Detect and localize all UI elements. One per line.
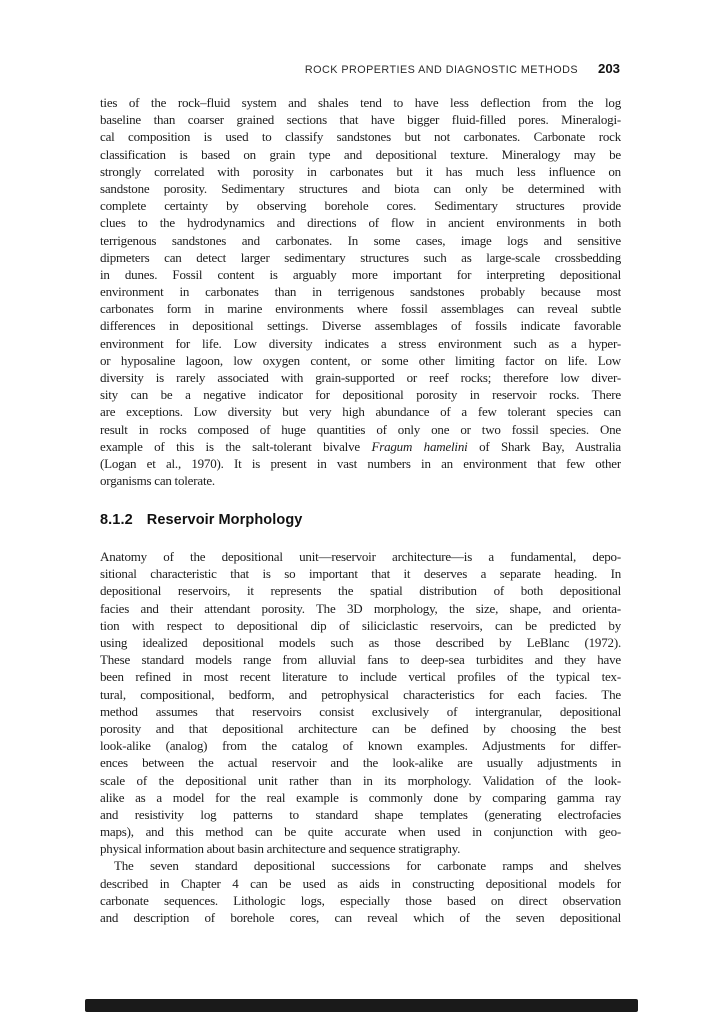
text-line: environment for life. Low diversity indicates a stress environment such as a hyper- bbox=[100, 335, 621, 351]
text-line: using idealized depositional models such as those described by LeBlanc (1972). bbox=[100, 635, 621, 651]
text-line: environment in carbonates than in terrigenous sandstones probably because most bbox=[100, 284, 621, 300]
text-line: ences between the actual reservoir and the look-alike are usually adjustments in bbox=[100, 755, 621, 771]
text-line: The seven standard depositional successions for carbonate ramps and shelves bbox=[114, 858, 621, 874]
section-number: 8.1.2 bbox=[100, 512, 133, 529]
text-line: and resistivity log patterns to standard shape templates (generating electrofacies bbox=[100, 806, 621, 822]
paragraph bbox=[100, 857, 621, 926]
text-line: carbonate sequences. Lithologic logs, especially those based on direct observation bbox=[100, 892, 621, 908]
text-line: sity can be a negative indicator for depositional porosity in reservoir rocks. There bbox=[100, 387, 621, 403]
paragraph-block-bottom bbox=[100, 548, 621, 926]
text-line: result in rocks composed of huge quantities of only one or two fossil species. One bbox=[100, 421, 621, 437]
running-title: ROCK PROPERTIES AND DIAGNOSTIC METHODS bbox=[304, 64, 578, 76]
text-line: classification is based on grain type and depositional texture. Mineralogy may be bbox=[100, 146, 621, 162]
text-line: differences in depositional settings. Diverse assemblages of fossils indicate favorable bbox=[100, 318, 621, 334]
section-heading bbox=[100, 512, 621, 528]
scan-edge-artifact bbox=[85, 999, 638, 1012]
text-line: depositional reservoirs, it represents the spatial distribution of both depositional bbox=[100, 583, 621, 599]
text-line: dipmeters can detect larger sedimentary structures such as large-scale crossbedding bbox=[100, 249, 621, 265]
text-line: (Logan et al., 1970). It is present in vast numbers in an environment that few other bbox=[100, 455, 621, 471]
text-line: scale of the depositional unit rather than in its morphology. Validation of the look- bbox=[100, 772, 621, 788]
text-line: porosity and that depositional architecture can be defined by choosing the best bbox=[100, 720, 621, 736]
running-header bbox=[305, 61, 620, 76]
text-line: clues to the hydrodynamics and directions of flow in ancient environments in both bbox=[100, 215, 621, 231]
text-line: diversity is rarely associated with grain-supported or reef rocks; therefore low diver- bbox=[100, 370, 621, 385]
text-line: cal composition is used to classify sandstones but not carbonates. Carbonate rock bbox=[100, 129, 621, 145]
paragraph-block-top bbox=[100, 94, 621, 489]
text-line: maps), and this method can be quite accurate when used in conjunction with geo- bbox=[100, 824, 621, 840]
text-line: sandstone porosity. Sedimentary structures and biota can only be determined with bbox=[100, 180, 621, 196]
text-line: complete certainty by observing borehole cores. Sedimentary structures provide bbox=[100, 198, 621, 214]
text-line: are exceptions. Low diversity but very high abundance of a few tolerant species can bbox=[100, 404, 621, 420]
text-line: organisms can tolerate. bbox=[100, 473, 215, 489]
text-line: method assumes that reservoirs consist exclusively of intergranular, depositional bbox=[100, 703, 621, 719]
text-line: physical information about basin architecture and sequence stratigraphy. bbox=[100, 841, 461, 857]
text-line: Anatomy of the depositional unit—reservoir architecture—is a fundamental, depo- bbox=[100, 549, 621, 565]
text-line: in dunes. Fossil content is arguably more important for interpreting depositional bbox=[100, 266, 621, 282]
text-line: and description of borehole cores, can reveal which of the seven depositional bbox=[100, 910, 621, 926]
text-line: carbonates form in marine environments where fossil assemblages can reveal subtle bbox=[100, 301, 621, 317]
text-line: described in Chapter 4 can be used as aids in constructing depositional models for bbox=[100, 875, 621, 891]
text-line: These standard models range from alluvial fans to deep-sea turbidites and they have bbox=[100, 652, 621, 668]
text-line: strongly correlated with porosity in carbonates but it has much less influence on bbox=[100, 163, 621, 179]
paragraph bbox=[100, 94, 621, 489]
text-line: alike as a model for the real example is commonly done by comparing gamma ray bbox=[100, 789, 621, 805]
paragraph bbox=[100, 548, 621, 857]
text-line: facies and their attendant porosity. The 3D morphology, the size, shape, and orienta- bbox=[100, 600, 621, 616]
section-title: Reservoir Morphology bbox=[146, 512, 303, 529]
text-line: example of this is the salt-tolerant bivalve Fragum hamelini of Shark Bay, Australia bbox=[100, 438, 621, 454]
text-line: ties of the rock–fluid system and shales tend to have less deflection from the log bbox=[100, 95, 621, 110]
text-line: sitional characteristic that is so important that it deserves a separate heading. In bbox=[100, 566, 621, 582]
text-line: tural, compositional, bedform, and petrophysical characteristics for each facies. The bbox=[100, 686, 621, 702]
body-text bbox=[100, 94, 621, 926]
text-line: look-alike (analog) from the catalog of known examples. Adjustments for differ- bbox=[100, 738, 621, 754]
text-line: been refined in most recent literature to include vertical profiles of the typical tex- bbox=[100, 669, 621, 685]
page-number: 203 bbox=[597, 61, 620, 76]
text-line: baseline than coarser grained sections that have bigger fluid-filled pores. Mineralogi- bbox=[100, 112, 621, 128]
text-line: or hyposaline lagoon, low oxygen content, or some other limiting factor on life. Low bbox=[100, 352, 621, 368]
text-line: terrigenous sandstones and carbonates. In some cases, image logs and sensitive bbox=[100, 232, 621, 248]
text-line: tion with respect to depositional dip of siliciclastic reservoirs, can be predicted by bbox=[100, 617, 621, 633]
